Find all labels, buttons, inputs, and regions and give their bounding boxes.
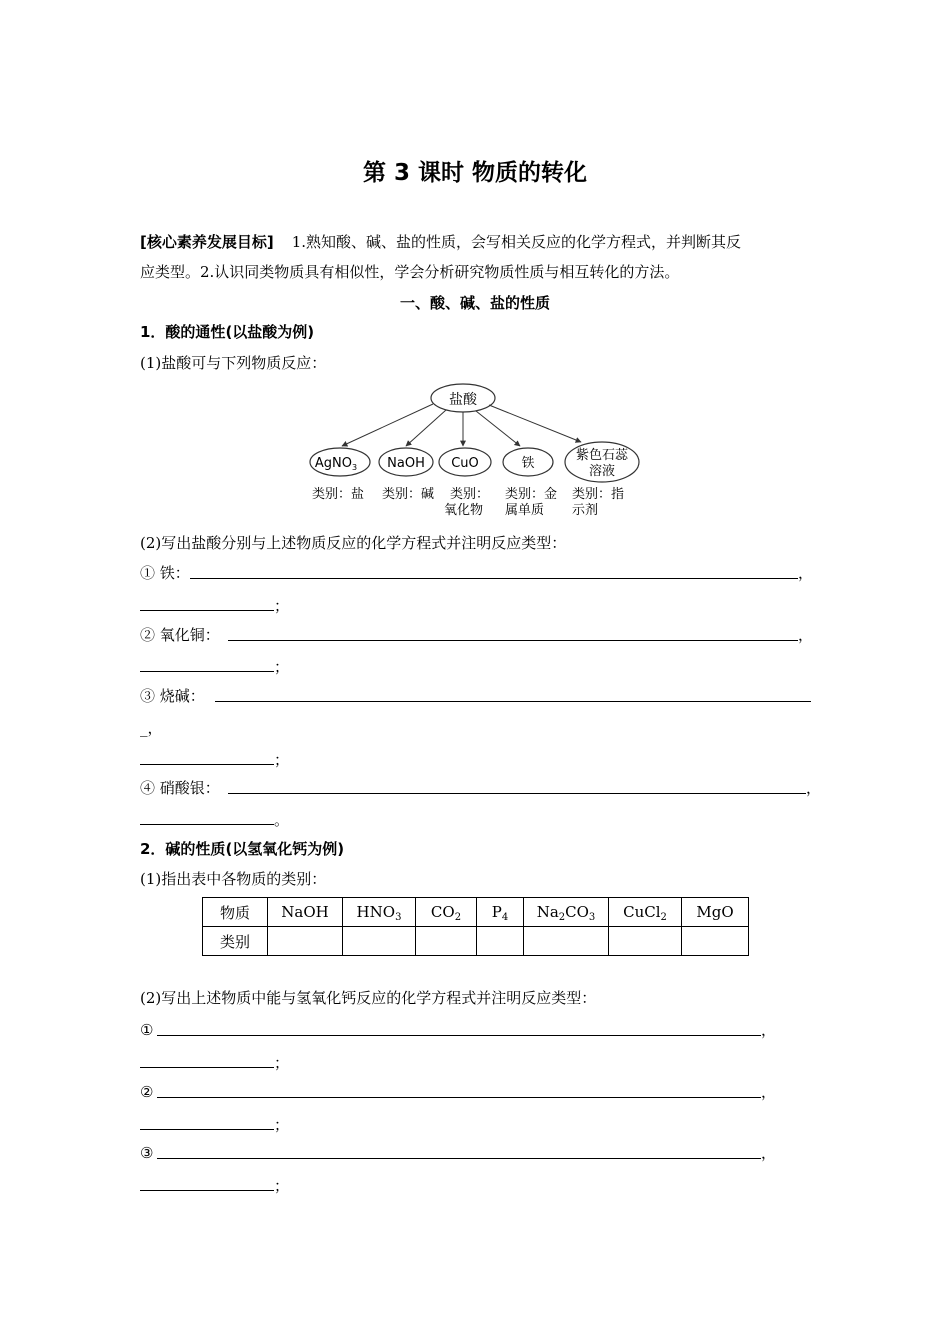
- answer-blank-q2-2-equation[interactable]: [157, 1097, 761, 1098]
- comma: ，: [761, 1144, 777, 1162]
- substance-category-table: [202, 897, 749, 956]
- goals-text-2: 应类型。2.认识同类物质具有相似性，学会分析研究物质性质与相互转化的方法。: [140, 263, 680, 281]
- answer-blank-cuo-type[interactable]: [140, 671, 274, 672]
- comma: ，: [806, 779, 822, 797]
- cuo-category-1: 类别：: [450, 487, 490, 502]
- semicolon: ；: [274, 1054, 290, 1072]
- answer-cell[interactable]: [609, 927, 682, 956]
- page-title: 第 3 课时 物质的转化: [362, 160, 588, 186]
- answer-blank-q2-3-equation[interactable]: [157, 1158, 761, 1159]
- q1-item-agno3: [140, 778, 220, 798]
- table-cell-hno3: $HNO_3$: [343, 898, 416, 927]
- answer-blank-naoh-type[interactable]: [140, 764, 274, 765]
- q2-heading: 2．碱的性质(以氢氧化钙为例): [140, 840, 345, 858]
- comma: ，: [798, 564, 814, 582]
- iron-category-1: 类别：金: [505, 487, 558, 502]
- answer-blank-q2-1-equation[interactable]: [157, 1035, 761, 1036]
- table-header-substance: 物质: [203, 898, 268, 927]
- q1-item-iron-label: ① 铁：: [140, 564, 190, 582]
- hcl-reaction-diagram: [306, 380, 646, 520]
- table-cell-mgo: MgO: [682, 898, 749, 927]
- table-row: [203, 898, 749, 927]
- q1-sub1: (1)盐酸可与下列物质反应：: [140, 354, 327, 372]
- q1-heading: 1．酸的通性(以盐酸为例): [140, 323, 315, 341]
- agno3-label: AgNO$_3$: [314, 456, 358, 472]
- answer-blank-agno3-type[interactable]: [140, 824, 274, 825]
- naoh-label: NaOH: [387, 456, 425, 471]
- table-cell-na2co3: $Na_2CO_3$: [524, 898, 609, 927]
- comma: ，: [761, 1021, 777, 1039]
- answer-cell[interactable]: [268, 927, 343, 956]
- answer-blank-q2-3-type[interactable]: [140, 1190, 274, 1191]
- answer-cell[interactable]: [416, 927, 477, 956]
- table-cell-co2: $CO_2$: [416, 898, 477, 927]
- q2-item-1-label: ①: [140, 1021, 154, 1039]
- goals-line-1: [140, 232, 741, 252]
- answer-blank-naoh-equation[interactable]: [215, 701, 811, 702]
- semicolon: ；: [274, 597, 290, 615]
- q1-sub2: (2)写出盐酸分别与上述物质反应的化学方程式并注明反应类型：: [140, 534, 567, 552]
- semicolon: ；: [274, 1116, 290, 1134]
- cuo-label: CuO: [451, 456, 479, 471]
- q1-item-cuo: [140, 625, 220, 645]
- answer-blank-agno3-equation[interactable]: [228, 793, 806, 794]
- table-row: [203, 927, 749, 956]
- q1-item-naoh-label: ③ 烧碱：: [140, 687, 205, 705]
- answer-cell[interactable]: [477, 927, 524, 956]
- answer-blank-iron-type[interactable]: [140, 610, 274, 611]
- litmus-category-1: 类别：指: [572, 487, 625, 502]
- iron-label: 铁: [521, 456, 535, 471]
- comma: ，: [798, 626, 814, 644]
- q1-item-naoh-tail: _，: [140, 719, 163, 737]
- answer-blank-cuo-equation[interactable]: [228, 640, 798, 641]
- litmus-category-2: 示剂: [572, 503, 599, 518]
- answer-blank-iron-equation[interactable]: [190, 578, 798, 579]
- goals-tag: [核心素养发展目标]: [140, 233, 274, 251]
- q1-item-iron: [140, 563, 190, 583]
- table-cell-p4: $P_4$: [477, 898, 524, 927]
- q2-sub2: (2)写出上述物质中能与氢氧化钙反应的化学方程式并注明反应类型：: [140, 989, 597, 1007]
- q2-item-2-label: ②: [140, 1083, 154, 1101]
- table-cell-naoh: NaOH: [268, 898, 343, 927]
- q1-item-cuo-label: ② 氧化铜：: [140, 626, 220, 644]
- iron-category-2: 属单质: [505, 503, 545, 518]
- q1-item-agno3-label: ④ 硝酸银：: [140, 779, 220, 797]
- naoh-category: 类别：碱: [382, 487, 435, 502]
- hcl-node-label: 盐酸: [449, 392, 477, 408]
- litmus-label-1: 紫色石蕊: [575, 448, 629, 463]
- litmus-label-2: 溶液: [588, 464, 616, 479]
- arrow-litmus: [489, 405, 581, 442]
- comma: ，: [761, 1083, 777, 1101]
- q2-item-3-label: ③: [140, 1144, 154, 1162]
- section-heading-1: 一、酸、碱、盐的性质: [399, 294, 550, 312]
- table-header-category: 类别: [203, 927, 268, 956]
- semicolon: ；: [274, 751, 290, 769]
- cuo-category-2: 氧化物: [444, 503, 484, 518]
- answer-blank-q2-2-type[interactable]: [140, 1129, 274, 1130]
- table-cell-cucl2: CuCl$_2$: [609, 898, 682, 927]
- answer-cell[interactable]: [343, 927, 416, 956]
- agno3-category: 类别：盐: [312, 487, 365, 502]
- arrow-iron: [476, 411, 520, 446]
- answer-blank-q2-1-type[interactable]: [140, 1067, 274, 1068]
- goals-text-1: 1.熟知酸、碱、盐的性质，会写相关反应的化学方程式，并判断其反: [291, 233, 742, 251]
- period: 。: [274, 811, 290, 829]
- q2-sub1: (1)指出表中各物质的类别：: [140, 870, 327, 888]
- arrow-agno3: [342, 404, 433, 446]
- semicolon: ；: [274, 658, 290, 676]
- answer-cell[interactable]: [524, 927, 609, 956]
- q1-item-naoh: [140, 686, 205, 706]
- answer-cell[interactable]: [682, 927, 749, 956]
- arrow-naoh: [406, 410, 446, 446]
- semicolon: ；: [274, 1177, 290, 1195]
